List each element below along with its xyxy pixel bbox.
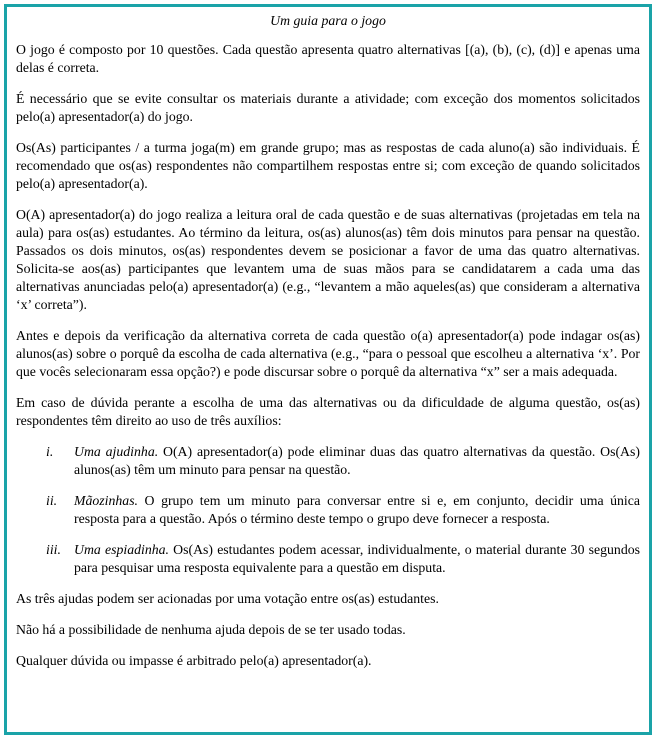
aid-item-marker: iii. (46, 542, 61, 557)
aid-item-text (74, 541, 640, 577)
aid-item-rest: O grupo tem um minuto para conversar entre si e, em conjunto, decidir uma única resposta para a questão. Após o término deste tempo o grupo deve fornecer a resposta. (74, 493, 640, 526)
aid-item-text (74, 443, 640, 479)
paragraph: O jogo é composto por 10 questões. Cada questão apresenta quatro alternativas [(a), (b), (c), (d)] e apenas uma delas é correta. (16, 42, 640, 75)
aid-item-marker: ii. (46, 493, 58, 508)
aid-item (46, 492, 640, 528)
paragraph: As três ajudas podem ser acionadas por uma votação entre os(as) estudantes. (16, 591, 439, 606)
paragraph: Os(As) participantes / a turma joga(m) em grande grupo; mas as respostas de cada aluno(a) são individuais. É recomendado que os(as) respondentes não compartilhem respostas entre si; com exceção de quando solicitados pelo(a) apresentador(a). (16, 140, 640, 191)
aid-item-rest: O(A) apresentador(a) pode eliminar duas das quatro alternativas da questão. Os(As) alunos(as) têm um minuto para pensar na questão. (74, 444, 640, 477)
aids-list (16, 443, 640, 577)
paragraph: Não há a possibilidade de nenhuma ajuda depois de se ter usado todas. (16, 622, 406, 637)
aid-item (46, 443, 640, 479)
aid-item-lead: Mãozinhas. (74, 493, 139, 508)
aid-item-lead: Uma espiadinha. (74, 542, 169, 557)
paragraph: O(A) apresentador(a) do jogo realiza a leitura oral de cada questão e de suas alternativas (projetadas em tela na aula) para os(as) estudantes. Ao término da leitura, os(as) alunos(as) têm dois minutos para pensar na questão. Passados os dois minutos, os(as) respondentes devem se posicionar a favor de uma das quatro alternativas. Solicita-se aos(as) participantes que levantem uma de suas mãos para se candidatarem a cada uma das alternativas anunciadas pelo(a) apresentador(a) (e.g., “levantem a mão aqueles(as) que consideram a alternativa ‘x’ correta”). (16, 207, 640, 312)
aid-item-marker: i. (46, 444, 54, 459)
paragraph: Qualquer dúvida ou impasse é arbitrado pelo(a) apresentador(a). (16, 653, 372, 668)
guide-document-page (4, 4, 652, 735)
aid-item (46, 541, 640, 577)
paragraph: É necessário que se evite consultar os materiais durante a atividade; com exceção dos momentos solicitados pelo(a) apresentador(a) do jogo. (16, 91, 640, 124)
aid-item-lead: Uma ajudinha. (74, 444, 159, 459)
aid-item-text (74, 492, 640, 528)
aid-item-rest: Os(As) estudantes podem acessar, individualmente, o material durante 30 segundos para pesquisar uma resposta equivalente para a questão em disputa. (74, 542, 640, 575)
page-title: Um guia para o jogo (270, 13, 386, 28)
paragraph: Antes e depois da verificação da alternativa correta de cada questão o(a) apresentador(a) pode indagar os(as) alunos(as) sobre o porquê da escolha de cada alternativa (e.g., “para o pessoal que escolheu a alternativa ‘x’. Por que vocês selecionaram essa opção?) e pode discursar sobre o porquê da alternativa “x” ser a mais adequada. (16, 328, 640, 379)
paragraph: Em caso de dúvida perante a escolha de uma das alternativas ou da dificuldade de alguma questão, os(as) respondentes têm direito ao uso de três auxílios: (16, 395, 640, 428)
